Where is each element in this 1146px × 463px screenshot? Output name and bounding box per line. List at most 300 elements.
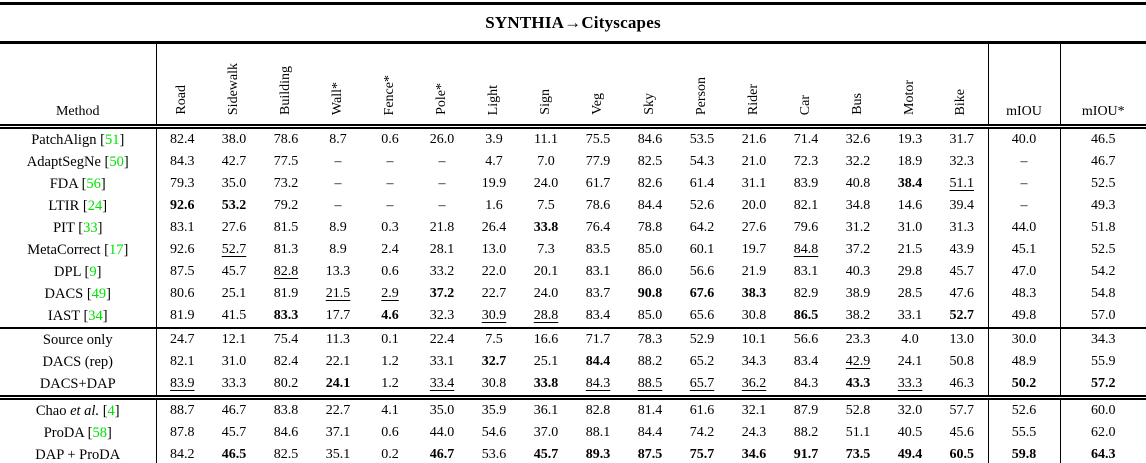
value-cell: 43.3 xyxy=(845,376,871,391)
method-name: PIT xyxy=(53,219,75,236)
value-cell: 30.8 xyxy=(481,376,507,391)
value-cell: 79.2 xyxy=(273,198,299,213)
value-cell: 82.8 xyxy=(273,264,299,279)
value-cell: 35.0 xyxy=(429,403,455,418)
value-cell: 11.3 xyxy=(326,332,350,347)
method-cell: FDA [56] xyxy=(0,173,156,195)
value-cell: 4.6 xyxy=(381,308,399,323)
column-header-label: Light xyxy=(485,84,501,115)
value-cell: – xyxy=(386,198,394,213)
value-cell: 7.3 xyxy=(537,242,555,257)
miou-cell: 48.9 xyxy=(988,351,1060,373)
value-cell: 67.6 xyxy=(689,286,715,301)
miou-star-cell: 60.0 xyxy=(1060,398,1146,423)
method-cell: LTIR [24] xyxy=(0,195,156,217)
value-cell: 8.9 xyxy=(329,220,347,235)
value-cell: 53.6 xyxy=(481,447,507,462)
value-cell: 82.8 xyxy=(585,403,611,418)
value-cell: 11.1 xyxy=(534,132,558,147)
value-cell: 32.3 xyxy=(429,308,455,323)
column-header-label: Pole* xyxy=(433,83,449,115)
value-cell: 84.3 xyxy=(170,154,195,169)
value-cell: – xyxy=(334,198,342,213)
value-cell: 24.7 xyxy=(170,332,195,347)
column-header-sky xyxy=(624,43,676,127)
value-cell: 34.3 xyxy=(741,354,767,369)
value-cell: 32.6 xyxy=(845,132,871,147)
value-cell: 37.2 xyxy=(845,242,871,257)
value-cell: – xyxy=(438,176,446,191)
value-cell: 25.1 xyxy=(221,286,247,301)
method-cell xyxy=(0,351,156,373)
value-cell: 24.1 xyxy=(897,354,923,369)
value-cell: 52.6 xyxy=(689,198,715,213)
value-cell: 27.6 xyxy=(741,220,767,235)
value-cell: 0.1 xyxy=(381,332,399,347)
value-cell: 83.3 xyxy=(273,308,299,323)
miou-cell: – xyxy=(988,173,1060,195)
value-cell: 45.7 xyxy=(533,447,559,462)
table-row xyxy=(0,173,1146,195)
value-cell: 33.3 xyxy=(221,376,247,391)
method-cell: PIT [33] xyxy=(0,217,156,239)
value-cell: 52.8 xyxy=(845,403,871,418)
value-cell: 7.0 xyxy=(537,154,555,169)
value-cell: 83.4 xyxy=(793,354,819,369)
value-cell: 46.5 xyxy=(221,447,247,462)
value-cell: 33.4 xyxy=(429,376,455,391)
value-cell: 56.6 xyxy=(689,264,715,279)
citation-number: 9 xyxy=(89,263,97,280)
miou-star-cell: 62.0 xyxy=(1060,422,1146,444)
value-cell: 33.8 xyxy=(533,376,559,391)
value-cell: 89.3 xyxy=(585,447,611,462)
value-cell: 35.1 xyxy=(325,447,351,462)
value-cell: 24.0 xyxy=(533,286,559,301)
value-cell: 30.8 xyxy=(741,308,767,323)
table-row xyxy=(0,351,1146,373)
value-cell: 30.9 xyxy=(481,308,507,323)
value-cell: 16.6 xyxy=(533,332,559,347)
value-cell: 65.2 xyxy=(689,354,715,369)
value-cell: 82.4 xyxy=(170,132,195,147)
column-header-label: Building xyxy=(277,65,293,115)
value-cell: 84.3 xyxy=(585,376,611,391)
value-cell: 46.7 xyxy=(221,403,247,418)
value-cell: 82.5 xyxy=(273,447,299,462)
table-title-row xyxy=(0,4,1146,43)
value-cell: 79.3 xyxy=(170,176,195,191)
value-cell: 82.6 xyxy=(637,176,663,191)
miou-star-cell: 46.7 xyxy=(1060,151,1146,173)
value-cell: 83.9 xyxy=(793,176,819,191)
value-cell: 72.3 xyxy=(793,154,819,169)
value-cell: 52.9 xyxy=(689,332,715,347)
miou-star-cell: 52.5 xyxy=(1060,173,1146,195)
value-cell: 35.0 xyxy=(221,176,247,191)
value-cell: 40.3 xyxy=(845,264,871,279)
value-cell: 32.0 xyxy=(897,403,923,418)
value-cell: 38.2 xyxy=(845,308,871,323)
column-header-label: Person xyxy=(693,76,709,115)
value-cell: 31.1 xyxy=(741,176,767,191)
value-cell: 32.7 xyxy=(481,354,507,369)
value-cell: 83.9 xyxy=(170,376,195,391)
value-cell: 44.0 xyxy=(429,425,455,440)
value-cell: 52.7 xyxy=(221,242,247,257)
value-cell: 91.7 xyxy=(793,447,819,462)
value-cell: 65.7 xyxy=(689,376,715,391)
results-table xyxy=(0,2,1146,463)
column-header-label: Road xyxy=(173,85,189,115)
value-cell: – xyxy=(438,154,446,169)
miou-star-cell: 54.8 xyxy=(1060,283,1146,305)
table-row xyxy=(0,283,1146,305)
value-cell: 61.7 xyxy=(585,176,611,191)
value-cell: 92.6 xyxy=(170,198,195,213)
value-cell: 40.8 xyxy=(845,176,871,191)
table-row xyxy=(0,127,1146,152)
method-column-header: Method xyxy=(0,43,156,127)
value-cell: 57.7 xyxy=(949,403,974,418)
miou-star-cell: 64.3 xyxy=(1060,444,1146,463)
value-cell: 2.9 xyxy=(381,286,399,301)
value-cell: 38.0 xyxy=(221,132,247,147)
value-cell: 31.3 xyxy=(949,220,974,235)
method-name: Source only xyxy=(42,331,113,348)
value-cell: 82.4 xyxy=(273,354,299,369)
value-cell: 37.1 xyxy=(325,425,351,440)
value-cell: 20.1 xyxy=(533,264,559,279)
method-cell: MetaCorrect [17] xyxy=(0,239,156,261)
value-cell: 40.5 xyxy=(897,425,923,440)
method-cell xyxy=(0,373,156,398)
value-cell: 19.9 xyxy=(481,176,507,191)
table-row xyxy=(0,444,1146,463)
value-cell: 88.1 xyxy=(585,425,611,440)
citation-number: 24 xyxy=(87,197,103,214)
value-cell: 28.1 xyxy=(429,242,455,257)
value-cell: 38.4 xyxy=(897,176,923,191)
value-cell: – xyxy=(334,176,342,191)
method-name: DACS xyxy=(44,285,84,302)
value-cell: 52.7 xyxy=(949,308,974,323)
column-header-label: Fence* xyxy=(381,74,397,115)
citation-number: 49 xyxy=(91,285,107,302)
value-cell: 82.1 xyxy=(170,354,195,369)
miou-star-cell: 57.0 xyxy=(1060,305,1146,328)
value-cell: 4.1 xyxy=(381,403,399,418)
value-cell: 24.0 xyxy=(533,176,559,191)
method-cell: DPL [9] xyxy=(0,261,156,283)
method-cell: PatchAlign [51] xyxy=(0,127,156,152)
miou-star-cell: 54.2 xyxy=(1060,261,1146,283)
value-cell: 33.3 xyxy=(897,376,923,391)
table-row xyxy=(0,261,1146,283)
method-name: FDA xyxy=(49,175,78,192)
miou-cell: – xyxy=(988,195,1060,217)
column-header-building xyxy=(260,43,312,127)
method-name: MetaCorrect xyxy=(27,241,101,258)
method-cell: AdaptSegNe [50] xyxy=(0,151,156,173)
value-cell: 80.2 xyxy=(273,376,299,391)
citation-number: 50 xyxy=(109,153,124,170)
method-name-italic: et al. xyxy=(70,402,100,419)
miou-cell: 55.5 xyxy=(988,422,1060,444)
value-cell: 1.2 xyxy=(381,376,399,391)
value-cell: 36.2 xyxy=(741,376,767,391)
value-cell: 18.9 xyxy=(897,154,923,169)
value-cell: 54.6 xyxy=(481,425,507,440)
column-header-light xyxy=(468,43,520,127)
table-title: SYNTHIA→Cityscapes xyxy=(0,4,1146,43)
value-cell: 88.7 xyxy=(170,403,195,418)
column-header-label: Bike xyxy=(953,88,969,115)
value-cell: 1.2 xyxy=(381,354,399,369)
value-cell: 33.1 xyxy=(429,354,455,369)
miou-column-header: mIOU xyxy=(988,43,1060,127)
column-header-car xyxy=(780,43,832,127)
value-cell: 83.1 xyxy=(793,264,819,279)
value-cell: 35.9 xyxy=(481,403,507,418)
value-cell: 88.2 xyxy=(637,354,663,369)
value-cell: 87.9 xyxy=(793,403,819,418)
value-cell: 26.4 xyxy=(481,220,507,235)
value-cell: 87.5 xyxy=(170,264,195,279)
value-cell: 45.7 xyxy=(221,264,247,279)
column-header-bus xyxy=(832,43,884,127)
method-cell: Chao et al. [4] xyxy=(0,398,156,423)
miou-star-cell: 46.5 xyxy=(1060,127,1146,152)
value-cell: 13.0 xyxy=(949,332,974,347)
value-cell: 75.5 xyxy=(585,132,611,147)
value-cell: 53.5 xyxy=(689,132,715,147)
miou-cell: 44.0 xyxy=(988,217,1060,239)
miou-cell: 52.6 xyxy=(988,398,1060,423)
value-cell: 83.8 xyxy=(273,403,299,418)
value-cell: 22.7 xyxy=(325,403,351,418)
column-header-veg xyxy=(572,43,624,127)
method-cell xyxy=(0,444,156,463)
value-cell: 71.4 xyxy=(793,132,819,147)
value-cell: 87.5 xyxy=(637,447,663,462)
method-cell xyxy=(0,328,156,351)
table-row xyxy=(0,195,1146,217)
value-cell: 84.4 xyxy=(637,425,663,440)
value-cell: 73.2 xyxy=(273,176,299,191)
value-cell: 88.5 xyxy=(637,376,663,391)
value-cell: 33.8 xyxy=(533,220,559,235)
value-cell: 61.6 xyxy=(689,403,715,418)
value-cell: 0.6 xyxy=(381,264,399,279)
table-row xyxy=(0,398,1146,423)
value-cell: 27.6 xyxy=(221,220,247,235)
value-cell: 38.9 xyxy=(845,286,871,301)
miou-cell: 30.0 xyxy=(988,328,1060,351)
value-cell: 79.6 xyxy=(793,220,819,235)
value-cell: 81.5 xyxy=(273,220,299,235)
column-header-sidewalk xyxy=(208,43,260,127)
value-cell: 82.5 xyxy=(637,154,663,169)
column-header-label: Veg xyxy=(589,93,605,115)
citation-number: 56 xyxy=(86,175,101,192)
value-cell: 78.3 xyxy=(637,332,663,347)
value-cell: 82.9 xyxy=(793,286,819,301)
value-cell: 39.4 xyxy=(949,198,974,213)
column-header-rider xyxy=(728,43,780,127)
value-cell: 84.6 xyxy=(273,425,299,440)
miou-star-cell: 52.5 xyxy=(1060,239,1146,261)
value-cell: 84.4 xyxy=(585,354,611,369)
value-cell: 87.8 xyxy=(170,425,195,440)
value-cell: 75.4 xyxy=(273,332,299,347)
miou-cell: 49.8 xyxy=(988,305,1060,328)
value-cell: 83.7 xyxy=(585,286,611,301)
method-cell: DACS [49] xyxy=(0,283,156,305)
column-header-wall xyxy=(312,43,364,127)
value-cell: 0.6 xyxy=(381,425,399,440)
value-cell: 2.4 xyxy=(381,242,399,257)
value-cell: 4.0 xyxy=(901,332,919,347)
column-header-pole xyxy=(416,43,468,127)
miou-star-column-header: mIOU* xyxy=(1060,43,1146,127)
value-cell: 38.3 xyxy=(741,286,767,301)
citation-number: 33 xyxy=(83,219,98,236)
value-cell: 73.5 xyxy=(845,447,871,462)
value-cell: 92.6 xyxy=(170,242,195,257)
value-cell: 81.3 xyxy=(273,242,299,257)
value-cell: 19.3 xyxy=(897,132,923,147)
value-cell: 83.1 xyxy=(170,220,195,235)
value-cell: 1.6 xyxy=(485,198,503,213)
value-cell: 60.1 xyxy=(689,242,715,257)
value-cell: 85.0 xyxy=(637,242,663,257)
value-cell: 81.9 xyxy=(170,308,195,323)
value-cell: 34.6 xyxy=(741,447,767,462)
value-cell: 7.5 xyxy=(537,198,555,213)
value-cell: 14.6 xyxy=(897,198,923,213)
column-header-label: Rider xyxy=(745,83,761,115)
value-cell: 81.4 xyxy=(637,403,663,418)
value-cell: 31.0 xyxy=(221,354,247,369)
value-cell: 33.2 xyxy=(429,264,455,279)
value-cell: 32.2 xyxy=(845,154,871,169)
miou-cell: 45.1 xyxy=(988,239,1060,261)
value-cell: 22.7 xyxy=(481,286,507,301)
table-row xyxy=(0,239,1146,261)
citation-number: 58 xyxy=(92,424,107,441)
value-cell: 31.0 xyxy=(897,220,923,235)
value-cell: 85.0 xyxy=(637,308,663,323)
value-cell: 46.7 xyxy=(429,447,455,462)
miou-star-cell: 34.3 xyxy=(1060,328,1146,351)
value-cell: 4.7 xyxy=(485,154,503,169)
value-cell: 84.3 xyxy=(793,376,819,391)
table-row xyxy=(0,328,1146,351)
value-cell: 23.3 xyxy=(845,332,871,347)
value-cell: – xyxy=(334,154,342,169)
value-cell: 78.8 xyxy=(637,220,663,235)
value-cell: 51.1 xyxy=(949,176,974,191)
method-name: IAST xyxy=(47,307,80,324)
value-cell: 88.2 xyxy=(793,425,819,440)
value-cell: 17.7 xyxy=(325,308,351,323)
method-name: AdaptSegNe xyxy=(26,153,101,170)
value-cell: 80.6 xyxy=(170,286,195,301)
value-cell: 42.9 xyxy=(845,354,871,369)
value-cell: 34.8 xyxy=(845,198,871,213)
value-cell: 8.9 xyxy=(329,242,347,257)
method-name: LTIR xyxy=(48,197,80,214)
method-name: PatchAlign xyxy=(31,131,97,148)
method-name: DACS (rep) xyxy=(42,353,113,370)
value-cell: 51.1 xyxy=(845,425,871,440)
value-cell: 24.3 xyxy=(741,425,767,440)
value-cell: 56.6 xyxy=(793,332,819,347)
miou-cell: 40.0 xyxy=(988,127,1060,152)
value-cell: 28.5 xyxy=(897,286,923,301)
value-cell: 45.7 xyxy=(221,425,247,440)
value-cell: 22.1 xyxy=(325,354,351,369)
value-cell: 20.0 xyxy=(741,198,767,213)
value-cell: 13.0 xyxy=(481,242,507,257)
value-cell: 45.7 xyxy=(949,264,974,279)
value-cell: 25.1 xyxy=(533,354,559,369)
method-cell: IAST [34] xyxy=(0,305,156,328)
value-cell: 3.9 xyxy=(485,132,503,147)
value-cell: 29.8 xyxy=(897,264,923,279)
value-cell: 53.2 xyxy=(221,198,247,213)
value-cell: 28.8 xyxy=(533,308,559,323)
value-cell: 49.4 xyxy=(897,447,923,462)
column-header-row xyxy=(0,43,1146,127)
miou-star-cell: 51.8 xyxy=(1060,217,1146,239)
value-cell: 12.1 xyxy=(221,332,247,347)
column-header-label: Wall* xyxy=(329,81,345,115)
column-header-person xyxy=(676,43,728,127)
value-cell: 26.0 xyxy=(429,132,455,147)
citation-number: 4 xyxy=(107,402,115,419)
value-cell: 83.4 xyxy=(585,308,611,323)
value-cell: 45.6 xyxy=(949,425,974,440)
column-header-label: Sign xyxy=(537,89,553,115)
value-cell: 42.7 xyxy=(221,154,247,169)
value-cell: 86.0 xyxy=(637,264,663,279)
value-cell: 50.8 xyxy=(949,354,974,369)
value-cell: 71.7 xyxy=(585,332,611,347)
value-cell: 31.2 xyxy=(845,220,871,235)
value-cell: 36.1 xyxy=(533,403,559,418)
column-header-motor xyxy=(884,43,936,127)
value-cell: 21.8 xyxy=(429,220,455,235)
citation-number: 17 xyxy=(108,241,124,258)
value-cell: 65.6 xyxy=(689,308,715,323)
miou-cell: 59.8 xyxy=(988,444,1060,463)
method-cell: ProDA [58] xyxy=(0,422,156,444)
value-cell: 78.6 xyxy=(585,198,611,213)
table-row xyxy=(0,422,1146,444)
value-cell: 0.2 xyxy=(381,447,399,462)
miou-star-cell: 57.2 xyxy=(1060,373,1146,398)
method-name: DAP + ProDA xyxy=(35,446,121,463)
value-cell: 7.5 xyxy=(485,332,503,347)
value-cell: 43.9 xyxy=(949,242,974,257)
value-cell: 78.6 xyxy=(273,132,299,147)
value-cell: 77.5 xyxy=(273,154,299,169)
value-cell: 0.3 xyxy=(381,220,399,235)
table-row xyxy=(0,305,1146,328)
citation-number: 51 xyxy=(104,131,120,148)
